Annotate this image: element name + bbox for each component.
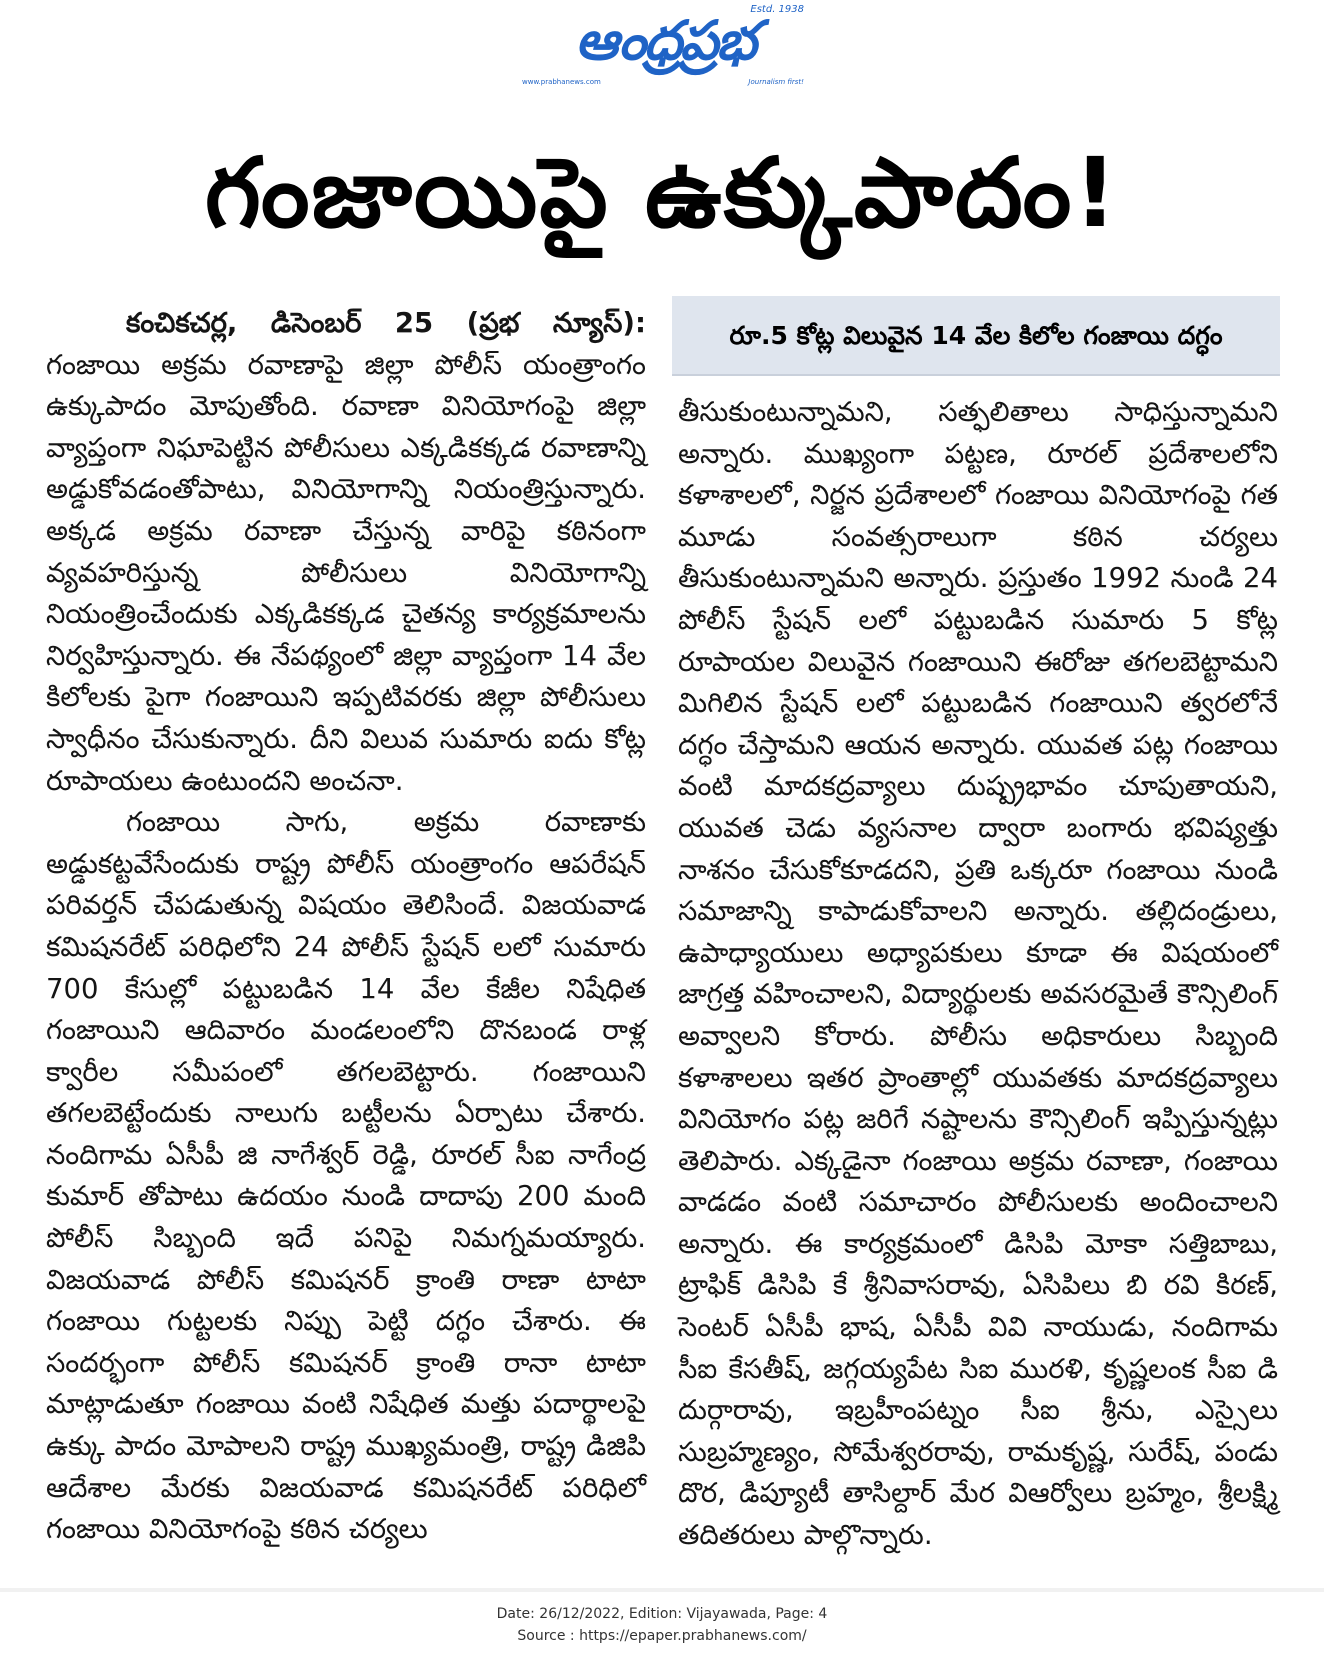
page-footer <box>0 1603 1324 1647</box>
tagline: Journalism first! <box>748 78 804 86</box>
article-headline: గంజాయిపై ఉక్కుపాదం! <box>204 137 1120 249</box>
masthead <box>0 0 1324 100</box>
edition-info: Date: 26/12/2022, Edition: Vijayawada, Page: 4 <box>496 1606 828 1622</box>
source-link[interactable]: Source : https://epaper.prabhanews.com/ <box>517 1628 807 1644</box>
subheadline: రూ.5 కోట్ల విలువైన 14 వేల కిలోల గంజాయి దగ్ధం <box>729 321 1223 350</box>
dateline: కంచికచర్ల, డిసెంబర్ 25 (ప్రభ న్యూస్): <box>126 307 646 339</box>
article-column-left <box>46 303 646 1593</box>
article-paragraph: తీసుకుంటున్నామని, సత్ఫలితాలు సాధిస్తున్నామని అన్నారు. ముఖ్యంగా పట్టణ, రూరల్ ప్రదేశాలలోని కళాశాలలో, నిర్జన ప్రదేశాలలో గంజాయి వినియోగంపై గత మూడు సంవత్సరాలుగా కఠిన చర్యలు తీసుకుంటున్నామని అన్నారు. ప్రస్తుతం 1992 నుండి 24 పోలీస్ స్టేషన్ లలో పట్టుబడిన సుమారు 5 కోట్ల రూపాయల విలువైన గంజాయిని ఈరోజు తగలబెట్టామని మిగిలిన స్టేషన్ లలో పట్టుబడిన గంజాయిని త్వరలోనే దగ్ధం చేస్తామని ఆయన అన్నారు. యువత పట్ల గంజాయి వంటి మాదకద్రవ్యాలు దుష్ప్రభావం చూపుతాయని, యువత చెడు వ్యసనాల ద్వారా బంగారు భవిష్యత్తు నాశనం చేసుకోకూడదని, ప్రతి ఒక్కరూ గంజాయి నుండి సమాజాన్ని కాపాడుకోవాలని అన్నారు. తల్లిదండ్రులు, ఉపాధ్యాయులు అధ్యాపకులు కూడా ఈ విషయంలో జాగ్రత్త వహించాలని, విద్యార్థులకు అవసరమైతే కౌన్సిలింగ్ అవ్వాలని కోరారు. పోలీసు అధికారులు సిబ్బంది కళాశాలలు ఇతర ప్రాంతాల్లో యువతకు మాదకద్రవ్యాలు వినియోగం పట్ల జరిగే నష్టాలను కౌన్సిలింగ్ ఇప్పిస్తున్నట్లు తెలిపారు. ఎక్కడైనా గంజాయి అక్రమ రవాణా, గంజాయి వాడడం వంటి సమాచారం పోలీసులకు అందించాలని అన్నారు. ఈ కార్యక్రమంలో డిసిపి మోకా సత్తిబాబు, ట్రాఫిక్ డిసిపి కే శ్రీనివాసరావు, ఏసిపిలు బి రవి కిరణ్, సెంటర్ ఏసీపీ భాష, ఏసీపీ వివి నాయుడు, నందిగామ సీఐ కేసతీష్, జగ్గయ్యపేట సిఐ మురళి, కృష్ణలంక సీఐ డి దుర్గారావు, ఇబ్రహీంపట్నం సీఐ శ్రీను, ఎస్సైలు సుబ్రహ్మణ్యం, సోమేశ్వరరావు, రామకృష్ణ, సురేష్, పండు దొర, డిప్యూటీ తాసిల్దార్ మేర విఆర్వోలు బ్రహ్మం, శ్రీలక్ష్మి తదితరులు పాల్గొన్నారు. <box>678 396 1278 1552</box>
divider <box>0 1588 1324 1592</box>
paragraph-text: గంజాయి అక్రమ రవాణాపై జిల్లా పోలీస్ యంత్రాంగం ఉక్కుపాదం మోపుతోంది. రవాణా వినియోగంపై జిల్లా వ్యాప్తంగా నిఘాపెట్టిన పోలీసులు ఎక్కడికక్కడ రవాణాన్ని అడ్డుకోవడంతోపాటు, వినియోగాన్ని నియంత్రిస్తున్నారు. అక్కడ అక్రమ రవాణా చేస్తున్న వారిపై కఠినంగా వ్యవహరిస్తున్న పోలీసులు వినియోగాన్ని నియంత్రించేందుకు ఎక్కడికక్కడ చైతన్య కార్యక్రమాలను నిర్వహిస్తున్నారు. ఈ నేపథ్యంలో జిల్లా వ్యాప్తంగా 14 వేల కిలోలకు పైగా గంజాయిని ఇప్పటివరకు జిల్లా పోలీసులు స్వాధీనం చేసుకున్నారు. దీని విలువ సుమారు ఐదు కోట్ల రూపాయలు ఉంటుందని అంచనా. <box>46 348 646 797</box>
article-paragraph: గంజాయి సాగు, అక్రమ రవాణాకు అడ్డుకట్టవేసేందుకు రాష్ట్ర పోలీస్ యంత్రాంగం ఆపరేషన్ పరివర్తన్ చేపడుతున్న విషయం తెలిసిందే. విజయవాడ కమిషనరేట్ పరిధిలోని 24 పోలీస్ స్టేషన్ లలో సుమారు 700 కేసుల్లో పట్టుబడిన 14 వేల కేజీల నిషేధిత గంజాయిని ఆదివారం మండలంలోని దొనబండ రాళ్ల క్వారీల సమీపంలో తగలబెట్టారు. గంజాయిని తగలబెట్టేందుకు నాలుగు బట్టీలను ఏర్పాటు చేశారు. నందిగామ ఏసీపీ జి నాగేశ్వర్ రెడ్డి, రూరల్ సీఐ నాగేంద్ర కుమార్ తోపాటు ఉదయం నుండి దాదాపు 200 మంది పోలీస్ సిబ్బంది ఇదే పనిపై నిమగ్నమయ్యారు. విజయవాడ పోలీస్ కమిషనర్ క్రాంతి రాణా టాటా గంజాయి గుట్టలకు నిప్పు పెట్టి దగ్ధం చేశారు. ఈ సందర్భంగా పోలీస్ కమిషనర్ క్రాంతి రానా టాటా మాట్లాడుతూ గంజాయి వంటి నిషేధిత మత్తు పదార్థాలపై ఉక్కు పాదం మోపాలని రాష్ట్ర ముఖ్యమంత్రి, రాష్ట్ర డిజిపి ఆదేశాల మేరకు విజయవాడ కమిషనరేట్ పరిధిలో గంజాయి వినియోగంపై కఠిన చర్యలు <box>46 806 646 1546</box>
subheadline-box <box>672 296 1280 376</box>
article-paragraph <box>46 303 646 802</box>
newspaper-logo <box>520 6 810 88</box>
website-url: www.prabhanews.com <box>522 78 601 86</box>
logo-wordmark: ఆంధ్రప్రభ <box>575 9 755 72</box>
article-column-right <box>678 392 1278 1592</box>
established-year: Estd. 1938 <box>750 4 804 15</box>
